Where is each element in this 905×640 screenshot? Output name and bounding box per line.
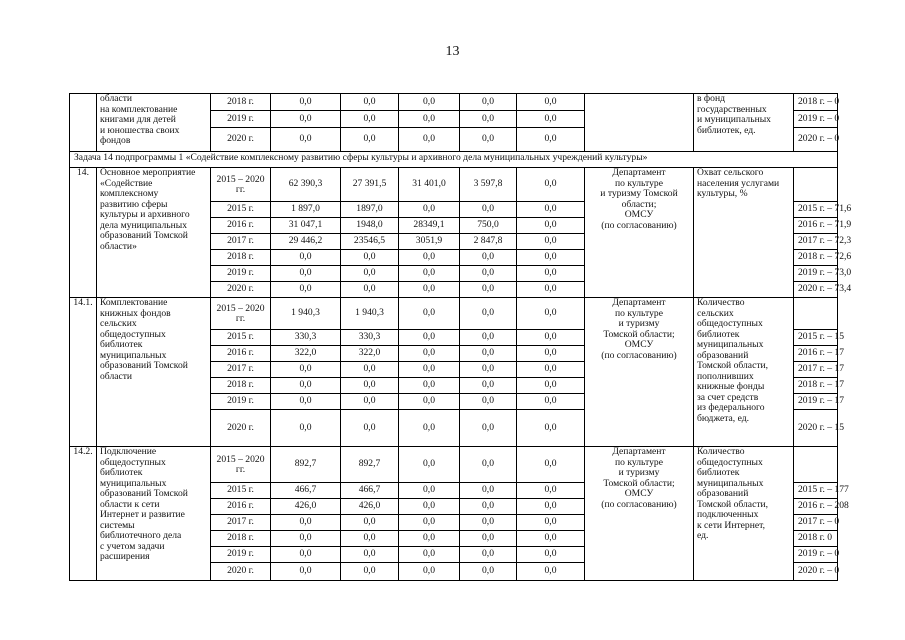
amount-cell: 0,0 bbox=[460, 362, 517, 378]
executor-line: Департамент bbox=[612, 167, 666, 178]
indicator-line: культуры, % bbox=[697, 188, 748, 199]
indicator-line: в фонд bbox=[697, 93, 725, 104]
amount-cell: 0,0 bbox=[517, 282, 585, 298]
amount-cell: 0,0 bbox=[271, 394, 341, 410]
year-cell: 2015 г. bbox=[211, 202, 271, 218]
amount-cell: 0,0 bbox=[517, 330, 585, 346]
year-cell: 2015 г. bbox=[211, 483, 271, 499]
amount-cell: 0,0 bbox=[460, 250, 517, 266]
year-cell: 2019 г. bbox=[211, 394, 271, 410]
activity-name-line: образований Томской bbox=[100, 360, 188, 371]
amount-cell: 0,0 bbox=[517, 563, 585, 581]
amount-cell: 330,3 bbox=[341, 330, 399, 346]
amount-cell: 28349,1 bbox=[399, 218, 460, 234]
target-value bbox=[794, 168, 838, 202]
amount-cell: 0,0 bbox=[341, 282, 399, 298]
indicator-line: книжные фонды bbox=[697, 381, 765, 392]
indicator-line: из федерального bbox=[697, 402, 765, 413]
activity-name-line: общедоступных bbox=[100, 328, 166, 340]
amount-cell: 0,0 bbox=[399, 202, 460, 218]
indicator-line: Количество bbox=[697, 446, 745, 457]
target-value: 2020 г. – 15 bbox=[794, 410, 838, 447]
target-value: 2016 г. – 71,9 bbox=[794, 218, 838, 234]
year-cell: 2018 г. bbox=[211, 250, 271, 266]
indicator-line: бюджета, ед. bbox=[697, 412, 749, 424]
amount-cell: 0,0 bbox=[460, 378, 517, 394]
amount-cell: 0,0 bbox=[399, 394, 460, 410]
amount-cell: 0,0 bbox=[341, 531, 399, 547]
activity-name-line: комплексному bbox=[100, 188, 159, 199]
executor-line: Томской области; bbox=[603, 328, 675, 340]
amount-cell: 3051,9 bbox=[399, 234, 460, 250]
executor-line: и туризму Томской bbox=[600, 188, 678, 199]
year-cell: 2019 г. bbox=[211, 266, 271, 282]
target-value: 2019 г. – 0 bbox=[794, 547, 838, 563]
year-cell: 2016 г. bbox=[211, 346, 271, 362]
executor-cell bbox=[585, 168, 694, 298]
activity-name-line: развитию сферы bbox=[100, 198, 168, 210]
table-row bbox=[70, 168, 838, 202]
amount-cell: 0,0 bbox=[341, 128, 399, 152]
activity-name-line: сельских bbox=[100, 318, 137, 329]
indicator-line: за счет средств bbox=[697, 391, 759, 403]
amount-cell: 0,0 bbox=[399, 531, 460, 547]
amount-cell: 0,0 bbox=[271, 410, 341, 447]
year-cell: 2017 г. bbox=[211, 515, 271, 531]
amount-cell: 0,0 bbox=[271, 531, 341, 547]
executor-line: по культуре bbox=[615, 456, 663, 468]
indicator-line: населения услугами bbox=[697, 177, 780, 189]
target-value: 2020 г. – 73,4 bbox=[794, 282, 838, 298]
amount-cell: 892,7 bbox=[271, 447, 341, 483]
amount-cell: 0,0 bbox=[399, 94, 460, 111]
amount-cell: 0,0 bbox=[271, 362, 341, 378]
amount-cell: 0,0 bbox=[517, 111, 585, 128]
year-cell: 2019 г. bbox=[211, 111, 271, 128]
amount-cell: 0,0 bbox=[460, 111, 517, 128]
amount-cell: 0,0 bbox=[517, 531, 585, 547]
indicator-line: библиотек, ед. bbox=[697, 124, 756, 136]
activity-name-line: и юношества своих bbox=[100, 124, 180, 136]
amount-cell: 0,0 bbox=[399, 362, 460, 378]
activity-name-line: Интернет и развитие bbox=[100, 509, 185, 520]
activity-name bbox=[97, 447, 211, 581]
amount-cell: 1 940,3 bbox=[271, 298, 341, 330]
amount-cell: 0,0 bbox=[460, 266, 517, 282]
amount-cell: 0,0 bbox=[460, 202, 517, 218]
amount-cell: 0,0 bbox=[399, 298, 460, 330]
amount-cell: 0,0 bbox=[517, 378, 585, 394]
amount-cell: 0,0 bbox=[341, 378, 399, 394]
year-cell: 2020 г. bbox=[211, 128, 271, 152]
executor-line: по культуре bbox=[615, 177, 663, 189]
amount-cell: 0,0 bbox=[460, 563, 517, 581]
amount-cell: 0,0 bbox=[460, 483, 517, 499]
indicator-line: сельских bbox=[697, 307, 734, 319]
activity-name-line: на комплектование bbox=[100, 103, 178, 115]
amount-cell: 0,0 bbox=[517, 447, 585, 483]
target-value: 2018 г. – 17 bbox=[794, 378, 838, 394]
amount-cell: 0,0 bbox=[517, 394, 585, 410]
amount-cell: 0,0 bbox=[271, 250, 341, 266]
amount-cell: 0,0 bbox=[517, 250, 585, 266]
amount-cell: 31 047,1 bbox=[271, 218, 341, 234]
amount-cell: 0,0 bbox=[517, 547, 585, 563]
indicator-line: общедоступных bbox=[697, 318, 763, 329]
activity-name-line: области bbox=[100, 93, 133, 104]
target-value: 2019 г. – 73,0 bbox=[794, 266, 838, 282]
amount-cell: 0,0 bbox=[460, 298, 517, 330]
indicator-line: к сети Интернет, bbox=[697, 519, 765, 531]
activity-name-line: с учетом задачи bbox=[100, 540, 165, 552]
executor-cell bbox=[585, 298, 694, 447]
amount-cell: 0,0 bbox=[341, 250, 399, 266]
amount-cell: 0,0 bbox=[341, 111, 399, 128]
amount-cell: 0,0 bbox=[399, 447, 460, 483]
year-cell: 2015 г. bbox=[211, 330, 271, 346]
amount-cell: 0,0 bbox=[460, 330, 517, 346]
indicator-line: библиотек bbox=[697, 328, 740, 340]
target-value: 2015 г. – 177 bbox=[794, 483, 838, 499]
amount-cell: 0,0 bbox=[399, 410, 460, 447]
target-value: 2016 г. – 17 bbox=[794, 346, 838, 362]
amount-cell: 0,0 bbox=[460, 346, 517, 362]
indicator-line: образований bbox=[697, 349, 749, 361]
target-value bbox=[794, 447, 838, 483]
amount-cell: 62 390,3 bbox=[271, 168, 341, 202]
amount-cell: 0,0 bbox=[271, 547, 341, 563]
table-row bbox=[70, 447, 838, 483]
year-cell: 2018 г. bbox=[211, 531, 271, 547]
year-cell: 2017 г. bbox=[211, 234, 271, 250]
executor-line: ОМСУ bbox=[624, 488, 654, 499]
target-value bbox=[794, 298, 838, 330]
amount-cell: 1948,0 bbox=[341, 218, 399, 234]
year-cell: 2020 г. bbox=[211, 563, 271, 581]
program-table bbox=[69, 93, 852, 581]
activity-name-line: Подключение bbox=[100, 446, 157, 457]
amount-cell: 0,0 bbox=[517, 128, 585, 152]
executor-line: и туризму bbox=[618, 467, 660, 478]
amount-cell: 0,0 bbox=[517, 202, 585, 218]
executor-cell bbox=[585, 94, 694, 152]
amount-cell: 0,0 bbox=[341, 515, 399, 531]
amount-cell: 0,0 bbox=[271, 515, 341, 531]
executor-line: и туризму bbox=[618, 318, 660, 329]
indicator-line: образований bbox=[697, 488, 749, 499]
target-value: 2017 г. – 72,3 bbox=[794, 234, 838, 250]
amount-cell: 0,0 bbox=[399, 330, 460, 346]
amount-cell: 0,0 bbox=[399, 282, 460, 298]
number-cell bbox=[70, 94, 97, 152]
amount-cell: 0,0 bbox=[341, 394, 399, 410]
amount-cell: 0,0 bbox=[271, 563, 341, 581]
activity-name-line: системы bbox=[100, 519, 135, 531]
activity-name bbox=[97, 168, 211, 298]
amount-cell: 0,0 bbox=[517, 410, 585, 447]
amount-cell: 0,0 bbox=[399, 266, 460, 282]
activity-name-line: библиотек bbox=[100, 467, 143, 478]
executor-line: ОМСУ bbox=[624, 339, 654, 350]
executor-line: области; bbox=[621, 198, 657, 210]
amount-cell: 0,0 bbox=[460, 282, 517, 298]
indicator-line: государственных bbox=[697, 103, 767, 115]
activity-name-line: образований Томской bbox=[100, 230, 188, 241]
amount-cell: 322,0 bbox=[271, 346, 341, 362]
amount-cell: 0,0 bbox=[399, 483, 460, 499]
target-value: 2018 г. 0 bbox=[794, 531, 838, 547]
amount-cell: 0,0 bbox=[271, 94, 341, 111]
amount-cell: 892,7 bbox=[341, 447, 399, 483]
amount-cell: 0,0 bbox=[460, 515, 517, 531]
amount-cell: 0,0 bbox=[341, 547, 399, 563]
indicator-cell bbox=[694, 168, 794, 298]
activity-name-line: библиотечного дела bbox=[100, 530, 182, 541]
activity-name-line: Комплектование bbox=[100, 297, 168, 308]
executor-line: (по согласованию) bbox=[601, 349, 677, 361]
indicator-line: библиотек bbox=[697, 467, 740, 478]
target-value: 2018 г. – 72,6 bbox=[794, 250, 838, 266]
amount-cell: 0,0 bbox=[341, 266, 399, 282]
activity-name-line: области к сети bbox=[100, 498, 160, 510]
indicator-line: Количество bbox=[697, 297, 745, 308]
executor-cell bbox=[585, 447, 694, 581]
amount-cell: 0,0 bbox=[399, 563, 460, 581]
table-row bbox=[70, 298, 838, 330]
indicator-line: муниципальных bbox=[697, 477, 764, 489]
amount-cell: 0,0 bbox=[517, 234, 585, 250]
amount-cell: 0,0 bbox=[399, 378, 460, 394]
task-header: Задача 14 подпрограммы 1 «Содействие комплексному развитию сферы культуры и архивного дела муниципальных учреждений культуры» bbox=[70, 152, 838, 168]
executor-line: Департамент bbox=[612, 297, 666, 308]
activity-name-line: библиотек bbox=[100, 339, 143, 350]
table-row bbox=[70, 94, 838, 111]
year-cell: 2015 – 2020 гг. bbox=[211, 168, 271, 202]
activity-name-line: общедоступных bbox=[100, 456, 166, 468]
indicator-line: и муниципальных bbox=[697, 114, 771, 125]
indicator-line: муниципальных bbox=[697, 339, 764, 350]
activity-name bbox=[97, 298, 211, 447]
amount-cell: 0,0 bbox=[517, 266, 585, 282]
activity-name-line: муниципальных bbox=[100, 477, 167, 489]
activity-name-line: образований Томской bbox=[100, 488, 188, 499]
target-value: 2016 г. – 208 bbox=[794, 499, 838, 515]
activity-name-line: муниципальных bbox=[100, 349, 167, 361]
amount-cell: 426,0 bbox=[271, 499, 341, 515]
amount-cell: 0,0 bbox=[517, 499, 585, 515]
amount-cell: 466,7 bbox=[271, 483, 341, 499]
year-cell: 2015 – 2020 гг. bbox=[211, 298, 271, 330]
amount-cell: 0,0 bbox=[399, 499, 460, 515]
amount-cell: 0,0 bbox=[341, 410, 399, 447]
year-cell: 2020 г. bbox=[211, 410, 271, 447]
amount-cell: 0,0 bbox=[517, 168, 585, 202]
amount-cell: 0,0 bbox=[460, 547, 517, 563]
amount-cell: 0,0 bbox=[460, 94, 517, 111]
year-cell: 2016 г. bbox=[211, 499, 271, 515]
activity-name-line: Основное мероприятие bbox=[100, 167, 196, 178]
amount-cell: 23546,5 bbox=[341, 234, 399, 250]
activity-number: 14.2. bbox=[70, 447, 97, 581]
amount-cell: 0,0 bbox=[460, 447, 517, 483]
amount-cell: 426,0 bbox=[341, 499, 399, 515]
amount-cell: 0,0 bbox=[460, 410, 517, 447]
activity-name-line: книгами для детей bbox=[100, 114, 176, 125]
activity-name-line: фондов bbox=[100, 135, 131, 146]
executor-line: ОМСУ bbox=[624, 209, 654, 220]
indicator-line: Томской области, bbox=[697, 498, 769, 510]
amount-cell: 0,0 bbox=[271, 282, 341, 298]
indicator-line: подключенных bbox=[697, 509, 759, 520]
amount-cell: 0,0 bbox=[460, 499, 517, 515]
activity-number: 14.1. bbox=[70, 298, 97, 447]
year-cell: 2015 – 2020 гг. bbox=[211, 447, 271, 483]
amount-cell: 750,0 bbox=[460, 218, 517, 234]
amount-cell: 0,0 bbox=[517, 515, 585, 531]
amount-cell: 0,0 bbox=[271, 378, 341, 394]
indicator-line: ед. bbox=[697, 530, 709, 541]
executor-line: (по согласованию) bbox=[601, 498, 677, 510]
target-value: 2015 г. – 71,6 bbox=[794, 202, 838, 218]
amount-cell: 1 897,0 bbox=[271, 202, 341, 218]
amount-cell: 330,3 bbox=[271, 330, 341, 346]
task-header-row bbox=[70, 152, 838, 168]
amount-cell: 27 391,5 bbox=[341, 168, 399, 202]
amount-cell: 466,7 bbox=[341, 483, 399, 499]
executor-line: Департамент bbox=[612, 446, 666, 457]
activity-name-line: культуры и архивного bbox=[100, 209, 190, 220]
executor-line: (по согласованию) bbox=[601, 219, 677, 231]
activity-name-line: области» bbox=[100, 240, 137, 252]
amount-cell: 0,0 bbox=[399, 111, 460, 128]
amount-cell: 0,0 bbox=[399, 547, 460, 563]
indicator-line: Охват сельского bbox=[697, 167, 764, 178]
amount-cell: 0,0 bbox=[271, 266, 341, 282]
amount-cell: 1 940,3 bbox=[341, 298, 399, 330]
amount-cell: 2 847,8 bbox=[460, 234, 517, 250]
amount-cell: 1897,0 bbox=[341, 202, 399, 218]
amount-cell: 0,0 bbox=[399, 250, 460, 266]
amount-cell: 322,0 bbox=[341, 346, 399, 362]
amount-cell: 3 597,8 bbox=[460, 168, 517, 202]
amount-cell: 0,0 bbox=[341, 563, 399, 581]
year-cell: 2018 г. bbox=[211, 378, 271, 394]
indicator-cell bbox=[694, 298, 794, 447]
amount-cell: 0,0 bbox=[517, 218, 585, 234]
amount-cell: 0,0 bbox=[460, 531, 517, 547]
activity-name bbox=[97, 94, 211, 152]
target-value: 2017 г. – 0 bbox=[794, 515, 838, 531]
year-cell: 2018 г. bbox=[211, 94, 271, 111]
amount-cell: 0,0 bbox=[271, 128, 341, 152]
indicator-line: общедоступных bbox=[697, 456, 763, 468]
amount-cell: 0,0 bbox=[341, 362, 399, 378]
activity-name-line: области bbox=[100, 370, 133, 382]
target-value: 2019 г. – 17 bbox=[794, 394, 838, 410]
executor-line: по культуре bbox=[615, 307, 663, 319]
target-value: 2020 г. – 0 bbox=[794, 128, 838, 152]
amount-cell: 0,0 bbox=[341, 94, 399, 111]
activity-name-line: дела муниципальных bbox=[100, 219, 188, 231]
indicator-line: пополнивших bbox=[697, 370, 754, 382]
activity-name-line: книжных фондов bbox=[100, 307, 171, 319]
amount-cell: 0,0 bbox=[517, 483, 585, 499]
target-value: 2019 г. – 0 bbox=[794, 111, 838, 128]
amount-cell: 0,0 bbox=[399, 346, 460, 362]
target-value: 2017 г. – 17 bbox=[794, 362, 838, 378]
amount-cell: 29 446,2 bbox=[271, 234, 341, 250]
amount-cell: 0,0 bbox=[271, 111, 341, 128]
amount-cell: 0,0 bbox=[517, 94, 585, 111]
indicator-cell bbox=[694, 94, 794, 152]
target-value: 2015 г. – 15 bbox=[794, 330, 838, 346]
amount-cell: 0,0 bbox=[399, 128, 460, 152]
year-cell: 2020 г. bbox=[211, 282, 271, 298]
amount-cell: 0,0 bbox=[517, 298, 585, 330]
activity-number: 14. bbox=[70, 168, 97, 298]
year-cell: 2016 г. bbox=[211, 218, 271, 234]
year-cell: 2019 г. bbox=[211, 547, 271, 563]
executor-line: Томской области; bbox=[603, 477, 675, 489]
amount-cell: 0,0 bbox=[517, 346, 585, 362]
amount-cell: 0,0 bbox=[460, 128, 517, 152]
indicator-line: Томской области, bbox=[697, 360, 769, 371]
activity-name-line: «Содействие bbox=[100, 177, 153, 189]
page-number: 13 bbox=[445, 44, 460, 59]
amount-cell: 0,0 bbox=[399, 515, 460, 531]
amount-cell: 31 401,0 bbox=[399, 168, 460, 202]
indicator-cell bbox=[694, 447, 794, 581]
amount-cell: 0,0 bbox=[460, 394, 517, 410]
target-value: 2020 г. – 0 bbox=[794, 563, 838, 581]
amount-cell: 0,0 bbox=[517, 362, 585, 378]
target-value: 2018 г. – 0 bbox=[794, 94, 838, 111]
activity-name-line: расширения bbox=[100, 551, 150, 562]
year-cell: 2017 г. bbox=[211, 362, 271, 378]
